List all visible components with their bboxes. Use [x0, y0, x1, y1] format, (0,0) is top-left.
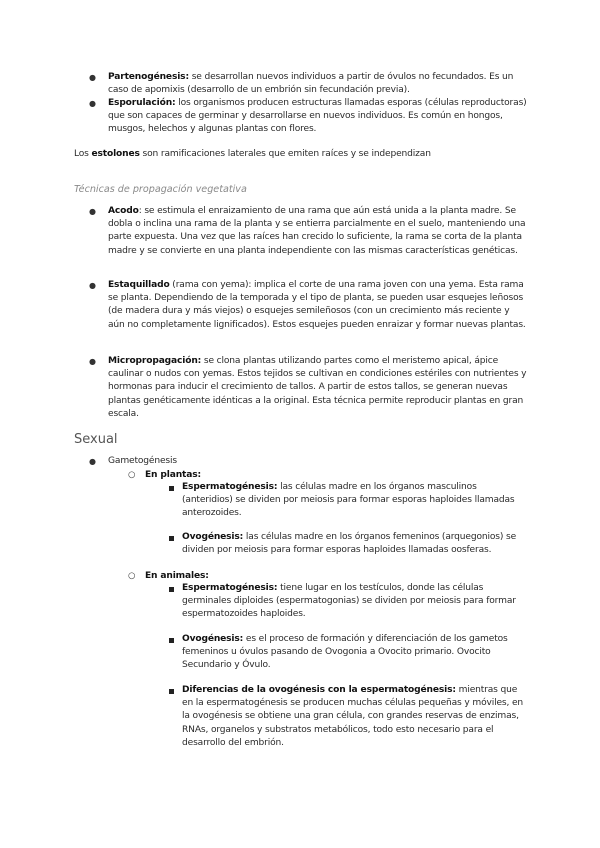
- list-item-estaquillado: Estaquillado (rama con yema): implica el corte de una rama joven con una yema. Esta rama se planta. Dependiendo de la temporada y el tipo de planta, se pueden usar esquejes leñosos (de madera dura y más viejos) o esquejes semileñosos (con un crecimiento más reciente y aún no completamente lignificados). Estos esquejes pueden enraizar y formar nuevas plantas.: [108, 280, 526, 330]
- animals-ovogenesis: Ovogénesis: es el proceso de formación y diferenciación de los gametos femeninos u óvulos pasando de Ovogonia a Ovocito primario. Ovocito Secundario y Óvulo.: [182, 634, 508, 671]
- square-bullet-icon: [169, 638, 174, 643]
- animals-espermatogenesis: Espermatogénesis: tiene lugar en los testículos, donde las células germinales diploides (espermatogonias) se dividen por meiosis para formar espermatozoides haploides.: [182, 583, 516, 620]
- section-heading-sexual: Sexual: [74, 432, 118, 447]
- square-bullet-icon: [169, 587, 174, 592]
- hollow-bullet-icon: ○: [128, 470, 136, 480]
- square-bullet-icon: [169, 536, 174, 541]
- bullet-icon: ●: [89, 357, 96, 366]
- bullet-icon: ●: [89, 99, 96, 108]
- square-bullet-icon: [169, 689, 174, 694]
- hollow-bullet-icon: ○: [128, 571, 136, 581]
- animals-diferencias: Diferencias de la ovogénesis con la espermatogénesis: mientras que en la espermatogénesis se producen muchas células pequeñas y móviles, en la ovogénesis se obtiene una gran célula, con grandes reservas de enzimas, RNAs, organelos y substratos metabólicos, todo esto necesario para el desarrollo del embrión.: [182, 685, 524, 748]
- term: Partenogénesis:: [108, 72, 189, 82]
- definition: se desarrollan nuevos individuos a partir de óvulos no fecundados. Es un caso de apomixis (desarrollo de un embrión sin fecundación previa).: [108, 72, 514, 96]
- estolones-paragraph: Los estolones son ramificaciones laterales que emiten raíces y se independizan: [74, 149, 431, 159]
- plants-label: En plantas:: [145, 470, 201, 480]
- gametogenesis-label: Gametogénesis: [108, 456, 177, 466]
- definition: los organismos producen estructuras llamadas esporas (células reproductoras) que son capaces de germinar y desarrollarse en nuevos individuos. Es común en hongos, musgos, helechos y algunas plantas con flores.: [108, 98, 527, 135]
- list-item-micropropagacion: Micropropagación: se clona plantas utilizando partes como el meristemo apical, ápice caulinar o nudos con yemas. Estos tejidos se cultivan en condiciones estériles con nutrientes y hormonas para inducir el crecimiento de tallos. A partir de estos tallos, se generan nuevas plantas genéticamente idénticas a la original. Esta técnica permite reproducir plantas en gran escala.: [108, 356, 527, 419]
- section-subheading: Técnicas de propagación vegetativa: [74, 184, 247, 195]
- list-item-partenogenesis: [108, 71, 528, 97]
- bullet-icon: ●: [89, 207, 96, 216]
- plants-ovogenesis: Ovogénesis: las células madre en los órganos femeninos (arquegonios) se dividen por meiosis para formar esporas haploides llamadas oosferas.: [182, 532, 517, 556]
- list-item-acodo: Acodo: se estimula el enraizamiento de una rama que aún está unida a la planta madre. Se dobla o inclina una rama de la planta y se entierra parcialmente en el suelo, manteniendo una parte expuesta. Una vez que las raíces han crecido lo suficiente, la rama se corta de la planta madre y se convierte en una planta independiente con las mismas características genéticas.: [108, 206, 526, 256]
- square-bullet-icon: [169, 486, 174, 491]
- plants-espermatogenesis: Espermatogénesis: las células madre en los órganos masculinos (anteridios) se dividen por meiosis para formar esporas haploides llamadas anterozoides.: [182, 482, 515, 519]
- list-item-esporulacion: [108, 97, 528, 137]
- animals-label: En animales:: [145, 571, 209, 581]
- bullet-icon: ●: [89, 457, 96, 466]
- bullet-icon: ●: [89, 73, 96, 82]
- bullet-icon: ●: [89, 281, 96, 290]
- term: Esporulación:: [108, 98, 176, 108]
